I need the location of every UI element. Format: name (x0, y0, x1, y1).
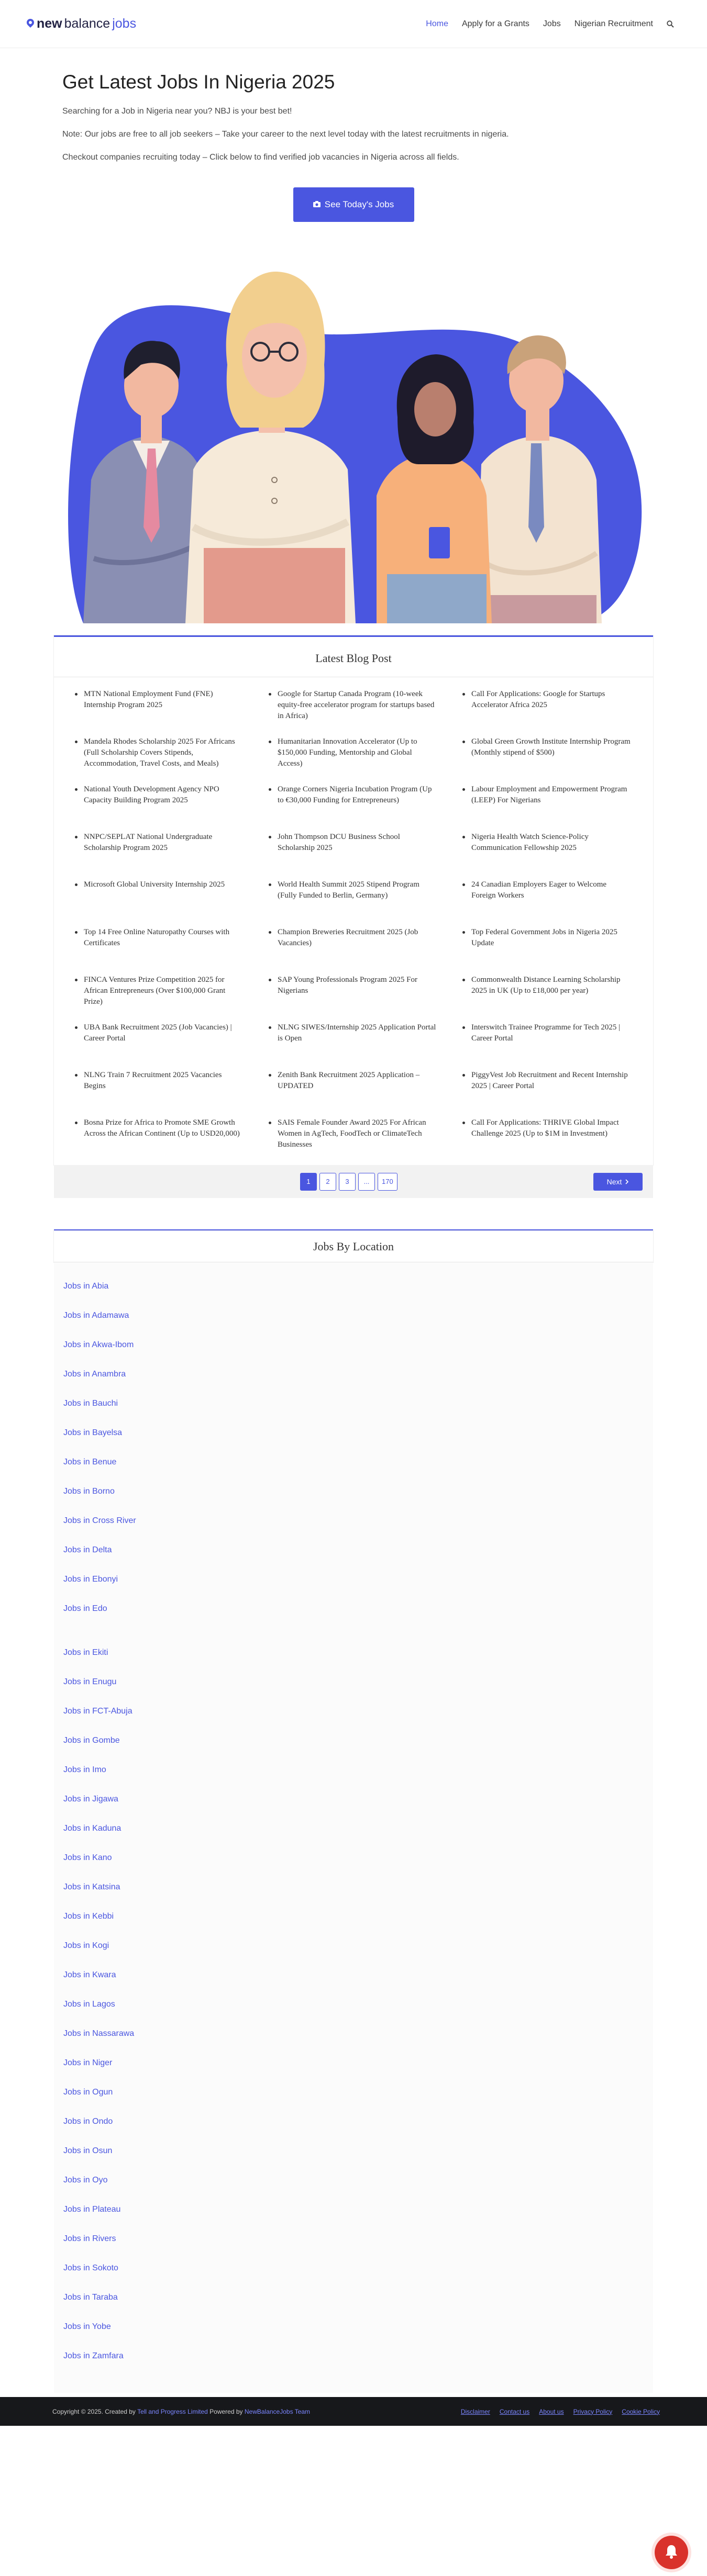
bullet-icon (269, 741, 271, 743)
location-link[interactable]: Jobs in Zamfara (63, 2351, 124, 2360)
powered-by-text: Powered by (209, 2407, 243, 2415)
site-header (0, 0, 707, 48)
location-link[interactable]: Jobs in Benue (63, 1458, 117, 1466)
blog-post-item (75, 832, 245, 879)
site-footer (0, 2397, 707, 2426)
blog-post-link[interactable]: 24 Canadian Employers Eager to Welcome Foreign Workers (471, 880, 607, 900)
bullet-icon (75, 979, 78, 981)
blog-post-link[interactable]: Orange Corners Nigeria Incubation Program (Up to €30,000 Funding for Entrepreneurs) (278, 785, 432, 804)
blog-post-link[interactable]: John Thompson DCU Business School Scholarship 2025 (278, 833, 400, 852)
footer-link-cookie[interactable]: Cookie Policy (622, 2407, 660, 2415)
cta-label: See Today's Jobs (324, 199, 394, 209)
blog-post-link[interactable]: Global Green Growth Institute Internship Program (Monthly stipend of $500) (471, 737, 631, 757)
logo-text-jobs: jobs (112, 16, 137, 31)
blog-post-link[interactable]: FINCA Ventures Prize Competition 2025 for African Entrepreneurs (Over $100,000 Grant Prize) (84, 976, 226, 1006)
location-link[interactable]: Jobs in Abia (63, 1282, 109, 1291)
location-link[interactable]: Jobs in Delta (63, 1545, 112, 1554)
footer-link-about[interactable]: About us (539, 2407, 564, 2415)
blog-post-item (462, 1022, 632, 1070)
bullet-icon (269, 788, 271, 791)
blog-post-item (75, 736, 245, 784)
blog-post-item (462, 1117, 632, 1165)
blog-post-link[interactable]: Nigeria Health Watch Science-Policy Communication Fellowship 2025 (471, 833, 589, 852)
bullet-icon (75, 788, 78, 791)
location-link[interactable]: Jobs in Bauchi (63, 1399, 118, 1408)
location-link[interactable]: Jobs in Jigawa (63, 1795, 118, 1804)
bullet-icon (75, 1026, 78, 1029)
location-link[interactable]: Jobs in Nassarawa (63, 2029, 135, 2038)
bullet-icon (462, 931, 465, 934)
blog-post-item (462, 879, 632, 927)
hero-intro: Searching for a Job in Nigeria near you? NBJ is your best bet! (62, 107, 292, 116)
blog-post-link[interactable]: Labour Employment and Empowerment Program (LEEP) For Nigerians (471, 785, 627, 804)
page-number-button[interactable]: 2 (319, 1173, 336, 1191)
location-link[interactable]: Jobs in Kaduna (63, 1824, 121, 1833)
footer-links (461, 2408, 660, 2415)
latest-blog-posts (54, 635, 653, 1165)
blog-post-link[interactable]: Champion Breweries Recruitment 2025 (Job Vacancies) (278, 928, 418, 947)
location-link[interactable]: Jobs in Bayelsa (63, 1428, 123, 1437)
location-link[interactable]: Jobs in Ebonyi (63, 1575, 118, 1584)
blog-post-link[interactable]: Google for Startup Canada Program (10-week equity-free accelerator program for startups based in Africa) (278, 690, 435, 720)
blog-post-link[interactable]: Mandela Rhodes Scholarship 2025 For Africans (Full Scholarship Covers Stipends, Accommodation, Travel Costs, and Meals) (84, 737, 235, 768)
blog-post-link[interactable]: Interswitch Trainee Programme for Tech 2025 | Career Portal (471, 1023, 621, 1043)
blog-post-link[interactable]: SAIS Female Founder Award 2025 For African Women in AgTech, FoodTech or ClimateTech Businesses (278, 1118, 426, 1149)
blog-post-item (269, 736, 438, 784)
location-link[interactable]: Jobs in Kogi (63, 1941, 109, 1950)
blog-post-item (269, 975, 438, 1022)
location-link[interactable]: Jobs in Niger (63, 2058, 113, 2067)
blog-post-item (462, 784, 632, 832)
blog-post-link[interactable]: UBA Bank Recruitment 2025 (Job Vacancies) | Career Portal (84, 1023, 232, 1043)
blog-post-item (269, 1117, 438, 1165)
location-link[interactable]: Jobs in Yobe (63, 2322, 111, 2331)
bell-icon (665, 2544, 678, 2561)
bullet-icon (75, 693, 78, 696)
location-link[interactable]: Jobs in Ogun (63, 2088, 113, 2097)
bullet-icon (462, 883, 465, 886)
location-link[interactable]: Jobs in Edo (63, 1604, 107, 1613)
blog-post-item (462, 975, 632, 1022)
blog-post-item (462, 736, 632, 784)
location-link[interactable]: Jobs in Anambra (63, 1370, 126, 1379)
blog-post-item (75, 1070, 245, 1117)
bullet-icon (269, 836, 271, 838)
site-logo[interactable] (26, 16, 136, 31)
blog-post-link[interactable]: NNPC/SEPLAT National Undergraduate Scholarship Program 2025 (84, 833, 213, 852)
blog-post-item (75, 784, 245, 832)
bullet-icon (75, 836, 78, 838)
blog-post-item (75, 689, 245, 736)
page-title: Get Latest Jobs In Nigeria 2025 (62, 71, 335, 93)
blog-post-link[interactable]: Humanitarian Innovation Accelerator (Up to $150,000 Funding, Mentorship and Global Access) (278, 737, 417, 768)
jobs-by-location (54, 1229, 653, 2393)
location-list-spacer (63, 1633, 653, 1648)
bullet-icon (75, 883, 78, 886)
footer-link-privacy[interactable]: Privacy Policy (573, 2407, 613, 2415)
blog-post-item (462, 927, 632, 975)
page-numbers (300, 1173, 397, 1191)
blog-section-title: Latest Blog Post (54, 637, 653, 677)
team-illustration (62, 234, 645, 623)
location-link[interactable]: Jobs in Gombe (63, 1736, 120, 1745)
blog-post-link[interactable]: Commonwealth Distance Learning Scholarship 2025 in UK (Up to £18,000 per year) (471, 976, 621, 995)
location-link[interactable]: Jobs in Kwara (63, 1970, 116, 1979)
pagination (54, 1165, 653, 1198)
location-list (54, 1262, 653, 2393)
bullet-icon (462, 1026, 465, 1029)
location-link[interactable]: Jobs in Lagos (63, 2000, 115, 2009)
nav-apply-grants[interactable]: Apply for a Grants (461, 19, 529, 28)
bullet-icon (269, 693, 271, 696)
blog-post-item (75, 1117, 245, 1165)
footer-link-disclaimer[interactable]: Disclaimer (460, 2407, 490, 2415)
blog-post-item (269, 832, 438, 879)
logo-text-balance: balance (64, 16, 111, 31)
location-link[interactable]: Jobs in Oyo (63, 2176, 108, 2185)
notification-bell-button[interactable] (655, 2536, 688, 2569)
blog-post-item (269, 784, 438, 832)
blog-post-link[interactable]: Top 14 Free Online Naturopathy Courses with Certificates (84, 928, 230, 947)
location-link[interactable]: Jobs in Kano (63, 1853, 112, 1862)
footer-link-contact[interactable]: Contact us (499, 2407, 530, 2415)
blog-post-item (462, 1070, 632, 1117)
bullet-icon (269, 979, 271, 981)
chevron-right-icon (625, 1178, 629, 1186)
nav-home[interactable]: Home (426, 19, 448, 28)
location-link[interactable]: Jobs in Sokoto (63, 2264, 118, 2272)
blog-post-item (269, 927, 438, 975)
hero-note: Note: Our jobs are free to all job seekers – Take your career to the next level today with the latest recruitments in nigeria. (62, 130, 509, 139)
search-icon[interactable] (660, 14, 681, 35)
bullet-icon (462, 788, 465, 791)
hero-checkout: Checkout companies recruiting today – Click below to find verified job vacancies in Nigeria across all fields. (62, 153, 459, 162)
location-link[interactable]: Jobs in Adamawa (63, 1311, 129, 1320)
location-link[interactable]: Jobs in Kebbi (63, 1912, 114, 1921)
next-page-button[interactable] (593, 1173, 643, 1191)
location-link[interactable]: Jobs in Borno (63, 1487, 115, 1496)
blog-post-link[interactable]: Top Federal Government Jobs in Nigeria 2025 Update (471, 928, 617, 947)
logo-text-new: new (37, 16, 62, 31)
blog-post-link[interactable]: Microsoft Global University Internship 2025 (84, 880, 225, 889)
location-link[interactable]: Jobs in Katsina (63, 1883, 120, 1891)
blog-post-item (462, 832, 632, 879)
blog-post-grid (54, 677, 653, 1165)
bullet-icon (269, 883, 271, 886)
blog-post-link[interactable]: MTN National Employment Fund (FNE) Internship Program 2025 (84, 690, 213, 709)
location-link[interactable]: Jobs in Imo (63, 1765, 106, 1774)
blog-post-link[interactable]: Zenith Bank Recruitment 2025 Application – UPDATED (278, 1071, 420, 1090)
location-link[interactable]: Jobs in Taraba (63, 2293, 118, 2302)
powered-by-link[interactable]: NewBalanceJobs Team (244, 2407, 311, 2415)
nav-nigerian-recruitment[interactable]: Nigerian Recruitment (574, 19, 653, 28)
blog-post-item (75, 975, 245, 1022)
bullet-icon (269, 1122, 271, 1124)
bullet-icon (462, 979, 465, 981)
page-number-button[interactable]: 1 (300, 1173, 317, 1191)
location-link[interactable]: Jobs in Plateau (63, 2205, 121, 2214)
bullet-icon (269, 1026, 271, 1029)
blog-post-item (269, 879, 438, 927)
page-number-button: ... (358, 1173, 375, 1191)
bullet-icon (269, 1074, 271, 1077)
bullet-icon (462, 1122, 465, 1124)
location-link[interactable]: Jobs in Rivers (63, 2234, 116, 2243)
location-section-title: Jobs By Location (54, 1231, 653, 1262)
bullet-icon (462, 836, 465, 838)
blog-post-item (269, 689, 438, 736)
blog-post-link[interactable]: Bosna Prize for Africa to Promote SME Growth Across the African Continent (Up to USD20,000) (84, 1118, 240, 1138)
location-link[interactable]: Jobs in Cross River (63, 1516, 136, 1525)
blog-post-link[interactable]: NLNG Train 7 Recruitment 2025 Vacancies Begins (84, 1071, 222, 1090)
blog-post-link[interactable]: National Youth Development Agency NPO Capacity Building Program 2025 (84, 785, 219, 804)
location-link[interactable]: Jobs in Enugu (63, 1677, 117, 1686)
footer-copyright (52, 2408, 310, 2415)
blog-post-item (75, 927, 245, 975)
blog-post-link[interactable]: Call For Applications: THRIVE Global Impact Challenge 2025 (Up to $1M in Investment) (471, 1118, 619, 1138)
blog-post-item (269, 1070, 438, 1117)
hero-section (62, 48, 645, 623)
creator-link[interactable]: Tell and Progress Limited (137, 2407, 208, 2415)
location-link[interactable]: Jobs in Osun (63, 2146, 113, 2155)
location-pin-icon (26, 19, 35, 29)
blog-post-link[interactable]: SAP Young Professionals Program 2025 For Nigerians (278, 976, 417, 995)
blog-post-item (75, 879, 245, 927)
blog-post-link[interactable]: World Health Summit 2025 Stipend Program (Fully Funded to Berlin, Germany) (278, 880, 419, 900)
see-todays-jobs-button[interactable] (293, 187, 414, 222)
location-link[interactable]: Jobs in Ekiti (63, 1648, 108, 1657)
blog-post-item (269, 1022, 438, 1070)
camera-icon (313, 199, 321, 210)
location-link[interactable]: Jobs in FCT-Abuja (63, 1707, 132, 1716)
main-nav (419, 14, 681, 35)
blog-post-link[interactable]: Call For Applications: Google for Startups Accelerator Africa 2025 (471, 690, 605, 709)
bullet-icon (462, 1074, 465, 1077)
blog-post-link[interactable]: PiggyVest Job Recruitment and Recent Internship 2025 | Career Portal (471, 1071, 628, 1090)
blog-post-item (462, 689, 632, 736)
page-number-button[interactable]: 3 (339, 1173, 356, 1191)
bullet-icon (75, 1074, 78, 1077)
blog-post-item (75, 1022, 245, 1070)
next-label: Next (606, 1177, 622, 1186)
bullet-icon (462, 693, 465, 696)
location-link[interactable]: Jobs in Akwa-Ibom (63, 1340, 134, 1349)
blog-post-link[interactable]: NLNG SIWES/Internship 2025 Application Portal is Open (278, 1023, 436, 1043)
bullet-icon (462, 741, 465, 743)
nav-jobs[interactable]: Jobs (543, 19, 561, 28)
bullet-icon (75, 931, 78, 934)
bullet-icon (75, 1122, 78, 1124)
location-link[interactable]: Jobs in Ondo (63, 2117, 113, 2126)
bullet-icon (75, 741, 78, 743)
page-number-button[interactable]: 170 (378, 1173, 397, 1191)
copyright-text: Copyright © 2025. Created by (52, 2407, 136, 2415)
bullet-icon (269, 931, 271, 934)
